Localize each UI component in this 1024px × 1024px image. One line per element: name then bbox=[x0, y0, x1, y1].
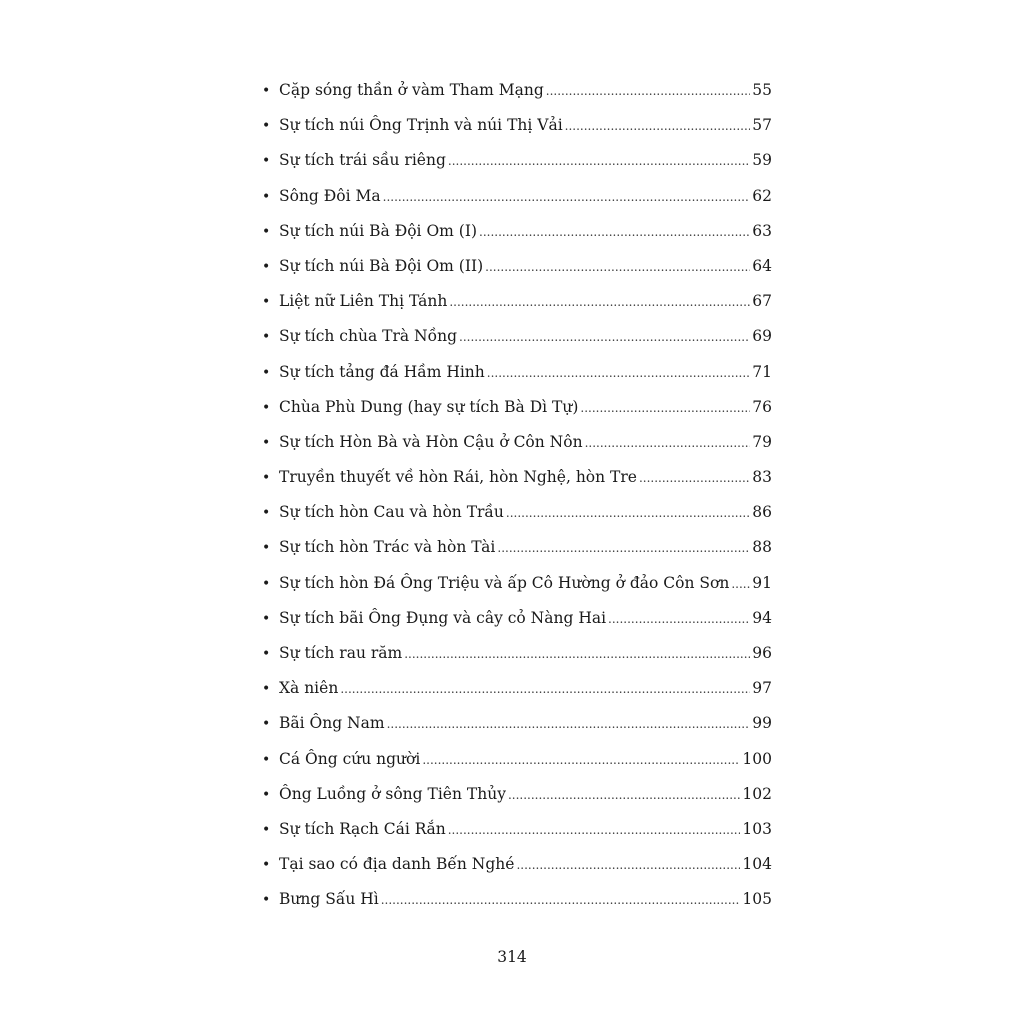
dot-leader bbox=[383, 180, 751, 215]
dot-leader bbox=[387, 707, 751, 742]
toc-entry bbox=[262, 530, 772, 565]
dot-leader bbox=[485, 250, 750, 285]
dot-leader bbox=[449, 285, 750, 320]
toc-entry-title: Truyền thuyết về hòn Rái, hòn Nghệ, hòn Tre bbox=[279, 468, 637, 487]
bullet-icon: • bbox=[262, 434, 271, 451]
bullet-icon: • bbox=[262, 646, 271, 662]
toc-entry-title: Liệt nữ Liên Thị Tánh bbox=[279, 292, 448, 311]
toc-entry-title: Sự tích núi Ông Trịnh và núi Thị Vải bbox=[279, 116, 563, 135]
toc-entry-title: Sự tích núi Bà Đội Om (I) bbox=[279, 221, 477, 240]
toc-entry bbox=[262, 847, 772, 882]
bullet-icon: • bbox=[262, 223, 271, 240]
dot-leader bbox=[580, 391, 750, 426]
bullet-icon: • bbox=[262, 118, 271, 135]
bullet-icon: • bbox=[262, 329, 271, 346]
toc-entry-page: 62 bbox=[752, 186, 772, 205]
toc-entry bbox=[262, 284, 772, 319]
dot-leader bbox=[459, 320, 750, 355]
bullet-icon: • bbox=[262, 681, 271, 698]
toc-entry-title: Sự tích hòn Trác và hòn Tài bbox=[279, 538, 496, 557]
bullet-icon: • bbox=[262, 716, 271, 733]
toc-entry-title: Cặp sóng thần ở vàm Tham Mạng bbox=[279, 81, 544, 99]
toc-entry bbox=[262, 179, 772, 214]
table-of-contents bbox=[262, 73, 772, 918]
toc-entry-page: 64 bbox=[752, 256, 772, 275]
dot-leader bbox=[340, 672, 750, 707]
toc-entry-title: Sự tích Hòn Bà và Hòn Cậu ở Côn Nôn bbox=[279, 432, 583, 451]
toc-entry bbox=[262, 671, 772, 706]
bullet-icon: • bbox=[262, 188, 271, 205]
toc-entry bbox=[262, 73, 772, 108]
toc-entry-page: 57 bbox=[752, 116, 772, 135]
bullet-icon: • bbox=[262, 153, 271, 170]
toc-entry-title: Sự tích tảng đá Hầm Hinh bbox=[279, 362, 485, 381]
toc-entry-page: 55 bbox=[752, 81, 772, 99]
toc-entry-title: Ông Luồng ở sông Tiên Thủy bbox=[279, 784, 506, 803]
toc-entry bbox=[262, 601, 772, 636]
toc-entry-page: 71 bbox=[752, 362, 772, 381]
bullet-icon: • bbox=[262, 470, 271, 487]
bullet-icon: • bbox=[262, 786, 271, 803]
toc-entry-title: Cá Ông cứu người bbox=[279, 749, 421, 768]
toc-entry bbox=[262, 742, 772, 777]
dot-leader bbox=[546, 74, 750, 109]
bullet-icon: • bbox=[262, 821, 271, 838]
toc-entry bbox=[262, 214, 772, 249]
bullet-icon: • bbox=[262, 892, 271, 909]
toc-entry-page: 76 bbox=[752, 397, 772, 416]
dot-leader bbox=[479, 215, 750, 250]
dot-leader bbox=[565, 109, 751, 144]
toc-entry-page: 94 bbox=[752, 608, 772, 627]
toc-entry-page: 88 bbox=[752, 538, 772, 557]
toc-entry-title: Sông Đôi Ma bbox=[279, 186, 381, 205]
bullet-icon: • bbox=[262, 575, 271, 592]
bullet-icon: • bbox=[262, 505, 271, 522]
dot-leader bbox=[506, 496, 750, 531]
toc-entry-page: 100 bbox=[742, 749, 772, 768]
dot-leader bbox=[639, 461, 750, 496]
bullet-icon: • bbox=[262, 399, 271, 416]
toc-entry-title: Bưng Sấu Hì bbox=[279, 890, 379, 909]
toc-entry-title: Xà niên bbox=[279, 679, 339, 698]
dot-leader bbox=[497, 531, 750, 566]
bullet-icon: • bbox=[262, 294, 271, 311]
dot-leader bbox=[508, 778, 740, 813]
dot-leader bbox=[422, 743, 740, 778]
toc-entry bbox=[262, 812, 772, 847]
toc-entry-page: 96 bbox=[752, 644, 772, 662]
bullet-icon: • bbox=[262, 83, 271, 99]
toc-entry bbox=[262, 108, 772, 143]
toc-entry bbox=[262, 319, 772, 354]
bullet-icon: • bbox=[262, 751, 271, 768]
toc-entry-page: 99 bbox=[752, 714, 772, 733]
toc-entry bbox=[262, 882, 772, 917]
dot-leader bbox=[381, 883, 741, 918]
toc-entry bbox=[262, 425, 772, 460]
toc-entry-title: Sự tích trái sầu riêng bbox=[279, 151, 446, 170]
toc-entry-page: 103 bbox=[742, 819, 772, 838]
toc-entry-page: 105 bbox=[742, 890, 772, 909]
toc-entry bbox=[262, 777, 772, 812]
dot-leader bbox=[731, 567, 750, 602]
bullet-icon: • bbox=[262, 258, 271, 275]
bullet-icon: • bbox=[262, 857, 271, 874]
toc-entry-page: 102 bbox=[742, 784, 772, 803]
toc-entry-page: 79 bbox=[752, 432, 772, 451]
toc-entry bbox=[262, 636, 772, 671]
toc-entry bbox=[262, 249, 772, 284]
dot-leader bbox=[585, 426, 751, 461]
toc-entry-page: 69 bbox=[752, 327, 772, 346]
toc-entry bbox=[262, 706, 772, 741]
dot-leader bbox=[448, 144, 750, 179]
toc-entry-title: Tại sao có địa danh Bến Nghé bbox=[279, 855, 515, 874]
toc-entry-title: Bãi Ông Nam bbox=[279, 714, 385, 733]
toc-entry-title: Sự tích hòn Đá Ông Triệu và ấp Cô Hường ở đảo Côn Sơn bbox=[279, 573, 730, 592]
page-number: 314 bbox=[497, 948, 527, 966]
toc-entry-page: 63 bbox=[752, 221, 772, 240]
dot-leader bbox=[516, 848, 740, 883]
toc-entry-page: 67 bbox=[752, 292, 772, 311]
toc-entry-page: 104 bbox=[742, 855, 772, 874]
dot-leader bbox=[608, 602, 750, 637]
toc-entry-title: Sự tích Rạch Cái Rắn bbox=[279, 819, 446, 838]
toc-entry-page: 59 bbox=[752, 151, 772, 170]
bullet-icon: • bbox=[262, 610, 271, 627]
toc-entry bbox=[262, 460, 772, 495]
toc-entry-title: Sự tích bãi Ông Đụng và cây cỏ Nàng Hai bbox=[279, 608, 607, 627]
toc-entry bbox=[262, 143, 772, 178]
bullet-icon: • bbox=[262, 364, 271, 381]
toc-entry bbox=[262, 566, 772, 601]
toc-entry-page: 91 bbox=[752, 573, 772, 592]
toc-entry bbox=[262, 390, 772, 425]
toc-entry-title: Chùa Phù Dung (hay sự tích Bà Dì Tự) bbox=[279, 397, 579, 416]
toc-entry-title: Sự tích núi Bà Đội Om (II) bbox=[279, 256, 484, 275]
bullet-icon: • bbox=[262, 540, 271, 557]
dot-leader bbox=[404, 637, 750, 672]
toc-entry-page: 97 bbox=[752, 679, 772, 698]
toc-entry bbox=[262, 355, 772, 390]
toc-entry-page: 86 bbox=[752, 503, 772, 522]
dot-leader bbox=[448, 813, 741, 848]
toc-entry-title: Sự tích hòn Cau và hòn Trầu bbox=[279, 503, 504, 522]
toc-entry-title: Sự tích chùa Trà Nồng bbox=[279, 327, 457, 346]
dot-leader bbox=[487, 356, 750, 391]
toc-entry-title: Sự tích rau răm bbox=[279, 644, 403, 662]
toc-entry bbox=[262, 495, 772, 530]
toc-entry-page: 83 bbox=[752, 468, 772, 487]
